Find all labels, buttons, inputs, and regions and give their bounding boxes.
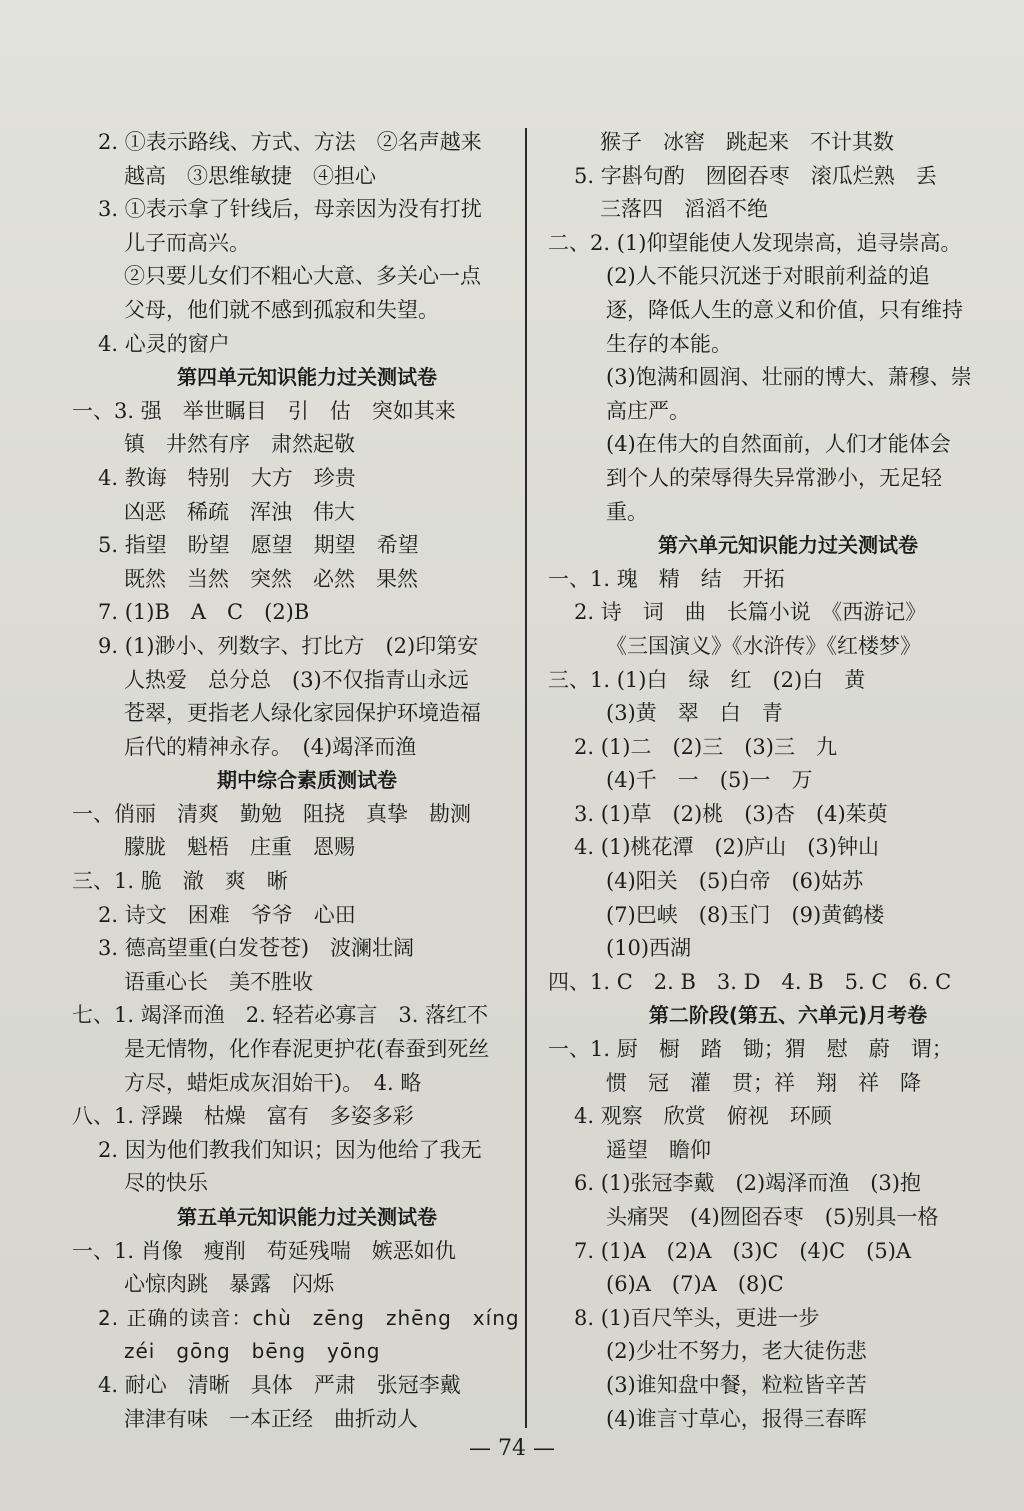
answer-line: 逐，降低人生的意义和价值，只有维持 <box>606 297 963 322</box>
answer-line: 4. (1)桃花潭 (2)庐山 (3)钟山 <box>574 835 879 860</box>
answer-line: 2. ①表示路线、方式、方法 ②名声越来 <box>98 130 482 154</box>
column-divider <box>525 128 527 1428</box>
answer-line: 头痛哭 (4)囫囵吞枣 (5)别具一格 <box>606 1205 939 1229</box>
answer-line: 9. (1)渺小、列数字、打比方 (2)印第安 <box>98 633 479 658</box>
answer-line: 一、1. 肖像 瘦削 苟延残喘 嫉恶如仇 <box>72 1238 456 1263</box>
answer-line: 7. (1)A (2)A (3)C (4)C (5)A <box>574 1238 912 1263</box>
answer-line: 越高 ③思维敏捷 ④担心 <box>124 163 376 188</box>
answer-line: 凶恶 稀疏 浑浊 伟大 <box>124 499 355 524</box>
answer-line: (10)西湖 <box>606 936 692 961</box>
page-number: — 74 — <box>469 1436 555 1461</box>
answer-line: 4. 教诲 特别 大方 珍贵 <box>98 465 356 490</box>
section-heading: 第二阶段(第五、六单元)月考卷 <box>648 1003 928 1028</box>
answer-line: 八、1. 浮躁 枯燥 富有 多姿多彩 <box>72 1104 414 1129</box>
answer-line: 朦胧 魁梧 庄重 恩赐 <box>124 835 355 860</box>
answer-line: 2. 诗文 困难 爷爷 心田 <box>98 902 356 927</box>
answer-line: (3)谁知盘中餐，粒粒皆辛苦 <box>606 1372 867 1397</box>
answer-line: 到个人的荣辱得失异常渺小，无足轻 <box>606 465 942 490</box>
answer-line: 一、3. 强 举世瞩目 引 估 突如其来 <box>72 398 456 423</box>
answer-line: 生存的本能。 <box>606 331 732 356</box>
answer-line: 四、1. C 2. B 3. D 4. B 5. C 6. C <box>548 969 952 994</box>
answer-line: 4. 耐心 清晰 具体 严肃 张冠李戴 <box>98 1372 461 1397</box>
section-heading: 第五单元知识能力过关测试卷 <box>177 1205 437 1229</box>
answer-line: 父母，他们就不感到孤寂和失望。 <box>124 297 439 322</box>
answer-line: 一、1. 厨 橱 踏 锄；猬 慰 蔚 谓； <box>548 1037 953 1062</box>
answer-line: ②只要儿女们不粗心大意、多关心一点 <box>124 264 481 289</box>
section-heading: 期中综合素质测试卷 <box>217 768 397 793</box>
answer-line: (3)饱满和圆润、壮丽的博大、萧穆、崇 <box>606 365 972 390</box>
answer-line: 6. (1)张冠李戴 (2)竭泽而渔 (3)抱 <box>574 1171 921 1196</box>
answer-line: 惯 冠 灌 贯；祥 翔 祥 降 <box>606 1070 921 1095</box>
answer-line: (4)谁言寸草心，报得三春晖 <box>606 1406 867 1431</box>
section-heading: 第四单元知识能力过关测试卷 <box>177 365 437 390</box>
answer-line: 5. 字斟句酌 囫囵吞枣 滚瓜烂熟 丢 <box>574 163 937 188</box>
answer-line: 三落四 滔滔不绝 <box>600 197 768 222</box>
answer-line: (4)千 一 (5)一 万 <box>606 768 813 793</box>
answer-line: (6)A (7)A (8)C <box>606 1272 784 1297</box>
answer-line: 方尽，蜡炬成灰泪始干)。 4. 略 <box>124 1070 422 1095</box>
answer-line: 既然 当然 突然 必然 果然 <box>124 566 418 591</box>
answer-line: (2)人不能只沉迷于对眼前利益的追 <box>606 264 930 289</box>
answer-line: 2. 诗 词 曲 长篇小说 《西游记》 <box>574 600 927 625</box>
answer-line: 苍翠，更指老人绿化家园保护环境造福 <box>124 701 481 726</box>
answer-line: (7)巴峡 (8)玉门 (9)黄鹤楼 <box>606 902 885 927</box>
answer-line: 2. 因为他们教我们知识；因为他给了我无 <box>98 1137 482 1162</box>
answer-line: 一、俏丽 清爽 勤勉 阻挠 真挚 勘测 <box>72 801 471 826</box>
answer-line: 尽的快乐 <box>124 1171 208 1196</box>
answer-line: 三、1. (1)白 绿 红 (2)白 黄 <box>548 667 866 692</box>
answer-line: (2)少壮不努力，老大徒伤悲 <box>606 1339 867 1364</box>
answer-line: (4)在伟大的自然面前，人们才能体会 <box>606 432 951 457</box>
answer-line: (3)黄 翠 白 青 <box>606 701 783 726</box>
answer-line: 4. 观察 欣赏 俯视 环顾 <box>574 1104 832 1129</box>
right-column <box>548 126 988 1436</box>
answer-line: zéi gōng bēng yōng <box>124 1339 381 1364</box>
section-heading: 第六单元知识能力过关测试卷 <box>658 533 918 558</box>
answer-line: 2. 正确的读音：chù zēng zhēng xíng <box>98 1305 520 1330</box>
answer-line: 儿子而高兴。 <box>124 230 250 255</box>
answer-line: 人热爱 总分总 (3)不仅指青山永远 <box>124 667 469 692</box>
answer-line: 2. (1)二 (2)三 (3)三 九 <box>574 734 837 759</box>
answer-line: (4)阳关 (5)白帝 (6)姑苏 <box>606 869 864 894</box>
answer-line: 重。 <box>606 499 648 524</box>
answer-line: 高庄严。 <box>606 398 690 423</box>
answer-line: 二、2. (1)仰望能使人发现崇高，追寻崇高。 <box>548 230 962 255</box>
answer-line: 3. 德高望重(白发苍苍) 波澜壮阔 <box>98 936 415 961</box>
answer-line: 5. 指望 盼望 愿望 期望 希望 <box>98 533 419 558</box>
answer-line: 4. 心灵的窗户 <box>98 331 230 356</box>
answer-line: 后代的精神永存。 (4)竭泽而渔 <box>124 734 417 759</box>
answer-line: 是无情物，化作春泥更护花(春蚕到死丝 <box>124 1037 490 1062</box>
answer-line: 七、1. 竭泽而渔 2. 轻若必寡言 3. 落红不 <box>72 1003 489 1028</box>
answer-line: 语重心长 美不胜收 <box>124 969 313 994</box>
answer-line: 猴子 冰窖 跳起来 不计其数 <box>600 130 894 154</box>
answer-line: 镇 井然有序 肃然起敬 <box>124 432 355 457</box>
answer-line: 7. (1)B A C (2)B <box>98 600 310 625</box>
answer-line: 心惊肉跳 暴露 闪烁 <box>124 1272 334 1297</box>
answer-line: 3. (1)草 (2)桃 (3)杏 (4)茱萸 <box>574 801 888 826</box>
answer-line: 三、1. 脆 澈 爽 晰 <box>72 869 288 894</box>
answer-line: 遥望 瞻仰 <box>606 1137 711 1162</box>
answer-line: 《三国演义》《水浒传》《红楼梦》 <box>606 633 921 658</box>
answer-line: 8. (1)百尺竿头，更进一步 <box>574 1305 820 1330</box>
answer-line: 津津有味 一本正经 曲折动人 <box>124 1406 418 1431</box>
answer-line: 3. ①表示拿了针线后，母亲因为没有打扰 <box>98 197 482 222</box>
left-column <box>72 126 520 1436</box>
answer-line: 一、1. 瑰 精 结 开拓 <box>548 566 785 591</box>
